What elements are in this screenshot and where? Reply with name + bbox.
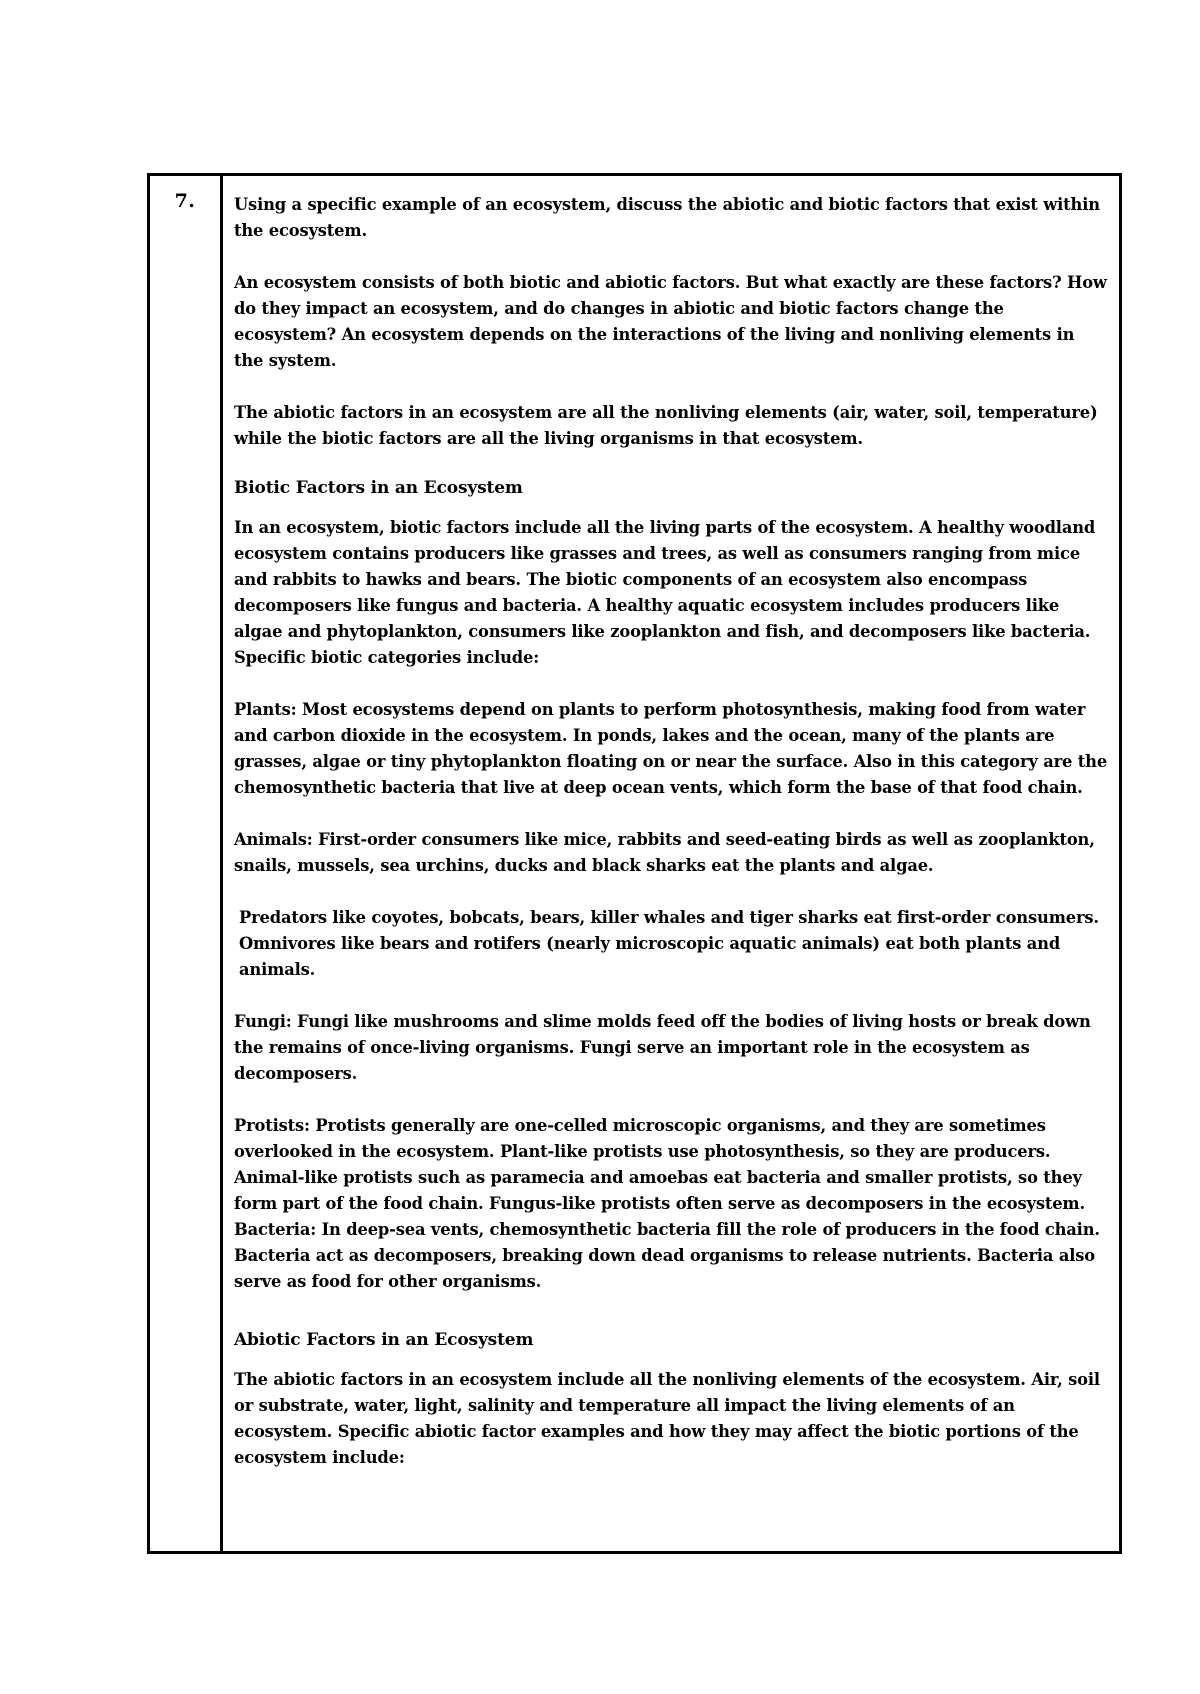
plants-paragraph: Plants: Most ecosystems depend on plants to perform photosynthesis, making food from water and carbon dioxide in the ecosystem. In ponds, lakes and the ocean, many of the plants are grasses, algae or tiny phytoplankton floating on or near the surface. Also in this category are the chemosynthetic bacteria that live at deep ocean vents, which form the base of that food chain. bbox=[234, 700, 1108, 797]
answer-cell bbox=[223, 176, 1119, 1551]
question-table bbox=[147, 173, 1122, 1554]
biotic-heading: Biotic Factors in an Ecosystem bbox=[234, 478, 523, 498]
biotic-intro-paragraph: In an ecosystem, biotic factors include all the living parts of the ecosystem. A healthy woodland ecosystem contains producers like grasses and trees, as well as consumers ranging from mice and rabbits to hawks and bears. The biotic components of an ecosystem also encompass decomposers like fungus and bacteria. A healthy aquatic ecosystem includes producers like algae and phytoplankton, consumers like zooplankton and fish, and decomposers like bacteria. Specific biotic categories include: bbox=[234, 518, 1096, 667]
question-number: 7. bbox=[174, 190, 196, 212]
intro-paragraph: An ecosystem consists of both biotic and abiotic factors. But what exactly are these factors? How do they impact an ecosystem, and do changes in abiotic and biotic factors change the ecosystem? An ecosystem depends on the interactions of the living and nonliving elements in the system. bbox=[234, 273, 1107, 370]
question-prompt: Using a specific example of an ecosystem, discuss the abiotic and biotic factors that exist within the ecosystem. bbox=[234, 195, 1100, 240]
abiotic-heading: Abiotic Factors in an Ecosystem bbox=[234, 1330, 534, 1350]
fungi-paragraph: Fungi: Fungi like mushrooms and slime molds feed off the bodies of living hosts or break down the remains of once-living organisms. Fungi serve an important role in the ecosystem as decomposers. bbox=[234, 1012, 1091, 1083]
definition-paragraph: The abiotic factors in an ecosystem are all the nonliving elements (air, water, soil, temperature) while the biotic factors are all the living organisms in that ecosystem. bbox=[234, 403, 1098, 448]
question-number-cell bbox=[150, 176, 223, 1551]
animals-paragraph: Animals: First-order consumers like mice, rabbits and seed-eating birds as well as zooplankton, snails, mussels, sea urchins, ducks and black sharks eat the plants and algae. bbox=[234, 830, 1095, 875]
predators-paragraph: Predators like coyotes, bobcats, bears, killer whales and tiger sharks eat first-order consumers. Omnivores like bears and rotifers (nearly microscopic aquatic animals) eat both plants and animals. bbox=[239, 908, 1099, 979]
bacteria-paragraph: Bacteria: In deep-sea vents, chemosynthetic bacteria fill the role of producers in the food chain. Bacteria act as decomposers, breaking down dead organisms to release nutrients. Bacteria also serve as food for other organisms. bbox=[234, 1220, 1100, 1291]
protists-paragraph: Protists: Protists generally are one-celled microscopic organisms, and they are sometimes overlooked in the ecosystem. Plant-like protists use photosynthesis, so they are producers. Animal-like protists such as paramecia and amoebas eat bacteria and smaller protists, so they form part of the food chain. Fungus-like protists often serve as decomposers in the ecosystem. bbox=[234, 1116, 1086, 1213]
abiotic-intro-paragraph: The abiotic factors in an ecosystem include all the nonliving elements of the ecosystem. Air, soil or substrate, water, light, salinity and temperature all impact the living elements of an ecosystem. Specific abiotic factor examples and how they may affect the biotic portions of the ecosystem include: bbox=[234, 1370, 1100, 1467]
